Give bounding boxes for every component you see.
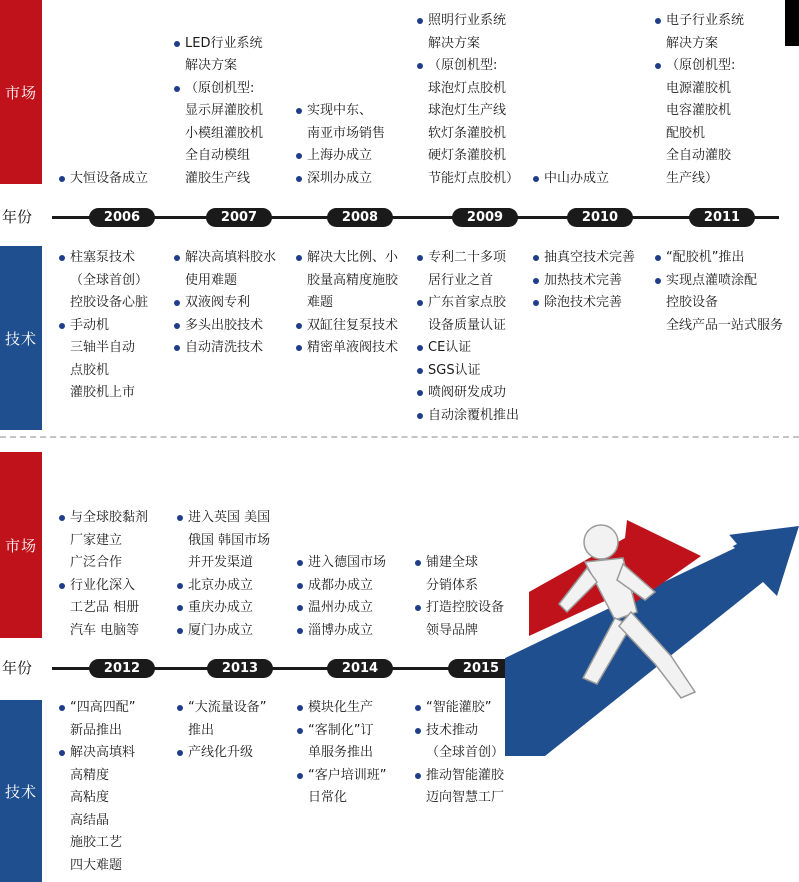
bullet-item: 解决大比例、小 — [295, 247, 398, 270]
item-continuation: 球泡灯生产线 — [428, 103, 507, 118]
item-continuation: 球泡灯点胶机 — [428, 80, 507, 96]
bullet-item: 进入英国 美国 — [176, 507, 270, 530]
bullet-item: 行业化深入 — [58, 575, 148, 598]
year-label-top: 年份 — [2, 208, 33, 226]
item-continuation: 全线产品一站式服务 — [666, 317, 784, 333]
item-continuation: 软灯条灌胶机 — [428, 125, 507, 141]
item-continuation: 解决方案 — [185, 58, 238, 73]
bullet-item: 铺建全球 — [414, 552, 504, 575]
year-pill-2011: 2011 — [689, 208, 755, 227]
item-continuation: 配胶机 — [666, 125, 706, 141]
item-continuation: （全球首创） — [70, 272, 149, 288]
item-continuation: 灌胶机上市 — [70, 385, 136, 400]
item-continuation: 全自动模组 — [185, 148, 251, 163]
tech-column-2009 — [416, 247, 519, 427]
bullet-item: 推动智能灌胶 — [414, 765, 504, 788]
bullet-item: 柱塞泵技术 — [58, 247, 148, 270]
bullet-item: 双液阀专利 — [173, 292, 276, 315]
market-column-2009 — [416, 10, 519, 190]
item-continuation: 高精度 — [70, 767, 110, 783]
market-column-2013 — [176, 507, 270, 642]
bullet-item: “客制化”订 — [296, 720, 386, 743]
tech-column-2007 — [173, 247, 276, 360]
bullet-item: 中山办成立 — [532, 168, 609, 191]
market-column-2008 — [295, 100, 385, 190]
bullet-item: 精密单液阀技术 — [295, 337, 398, 360]
tech-column-2011 — [654, 247, 783, 337]
item-continuation: 高结晶 — [70, 812, 110, 828]
item-continuation: 控胶设备 — [666, 295, 719, 310]
bullet-item: 淄博办成立 — [296, 620, 386, 643]
item-continuation: 显示屏灌胶机 — [185, 103, 264, 118]
item-continuation: 设备质量认证 — [428, 317, 507, 333]
item-continuation: 单服务推出 — [308, 745, 374, 760]
bullet-item: 实现点灌喷涂配 — [654, 270, 783, 293]
bullet-item: 技术推动 — [414, 720, 504, 743]
bullet-item: 加热技术完善 — [532, 270, 635, 293]
item-continuation: 节能灯点胶机） — [428, 170, 520, 186]
bullet-item: 自动清洗技术 — [173, 337, 276, 360]
item-continuation: 电容灌胶机 — [666, 103, 732, 118]
market-column-2010 — [532, 168, 609, 191]
market-column-2012 — [58, 507, 148, 642]
item-continuation: 广泛合作 — [70, 555, 123, 570]
item-continuation: 领导品牌 — [426, 622, 479, 638]
bullet-item: 除泡技术完善 — [532, 292, 635, 315]
item-continuation: 解决方案 — [666, 35, 719, 51]
item-continuation: 硬灯条灌胶机 — [428, 148, 507, 163]
bullet-item: （原创机型: — [173, 78, 263, 101]
item-continuation: 胶量高精度施胶 — [307, 272, 399, 288]
bullet-item: 解决高填料 — [58, 742, 135, 765]
market-column-2015 — [414, 552, 504, 642]
item-continuation: 分销体系 — [426, 577, 479, 593]
bullet-item: 温州办成立 — [296, 597, 386, 620]
market-label-top: 市场 — [0, 0, 42, 184]
item-continuation: 工艺品 相册 — [70, 600, 140, 615]
growth-arrow-illustration — [505, 508, 799, 756]
year-pill-2006: 2006 — [89, 208, 155, 227]
tech-column-2013 — [176, 697, 266, 765]
market-column-2011 — [654, 10, 744, 190]
bullet-item: 解决高填料胶水 — [173, 247, 276, 270]
bullet-item: （原创机型: — [416, 55, 519, 78]
item-continuation: 难题 — [307, 295, 334, 310]
tech-column-2010 — [532, 247, 635, 315]
bullet-item: “配胶机”推出 — [654, 247, 783, 270]
bullet-item: CE认证 — [416, 337, 519, 360]
tech-column-2012 — [58, 697, 135, 877]
bullet-item: 上海办成立 — [295, 145, 385, 168]
bullet-item: 自动涂覆机推出 — [416, 405, 519, 428]
tech-column-2006 — [58, 247, 148, 405]
item-continuation: 并开发渠道 — [188, 555, 254, 570]
market-column-2014 — [296, 552, 386, 642]
bullet-item: LED行业系统 — [173, 33, 263, 56]
item-continuation: 三轴半自动 — [70, 340, 136, 355]
bullet-item: SGS认证 — [416, 360, 519, 383]
bullet-item: 实现中东、 — [295, 100, 385, 123]
item-continuation: 控胶设备心脏 — [70, 295, 149, 310]
item-continuation: 施胶工艺 — [70, 835, 123, 850]
bullet-item: 重庆办成立 — [176, 597, 270, 620]
section-divider — [0, 436, 799, 438]
bullet-item: 大恒设备成立 — [58, 168, 148, 191]
item-continuation: 日常化 — [308, 790, 348, 805]
tech-label-top: 技术 — [0, 246, 42, 430]
item-continuation: 高粘度 — [70, 790, 110, 805]
bullet-item: 产线化升级 — [176, 742, 266, 765]
tech-column-2008 — [295, 247, 398, 360]
year-pill-2008: 2008 — [327, 208, 393, 227]
bullet-item: 电子行业系统 — [654, 10, 744, 33]
bullet-item: 打造控胶设备 — [414, 597, 504, 620]
market-column-2006 — [58, 168, 148, 191]
item-continuation: （全球首创） — [426, 745, 505, 760]
corner-block — [785, 0, 799, 46]
year-pill-2012: 2012 — [89, 659, 155, 678]
item-continuation: 解决方案 — [428, 35, 481, 51]
bullet-item: 北京办成立 — [176, 575, 270, 598]
bullet-item: 抽真空技术完善 — [532, 247, 635, 270]
item-continuation: 全自动灌胶 — [666, 148, 732, 163]
year-pill-2015: 2015 — [448, 659, 514, 678]
tech-label-bottom: 技术 — [0, 700, 42, 882]
bullet-item: “四高四配” — [58, 697, 135, 720]
item-continuation: 汽车 电脑等 — [70, 622, 140, 638]
item-continuation: 推出 — [188, 722, 215, 738]
year-pill-2013: 2013 — [207, 659, 273, 678]
year-pill-2007: 2007 — [206, 208, 272, 227]
item-continuation: 厂家建立 — [70, 532, 123, 548]
bullet-item: 专利二十多项 — [416, 247, 519, 270]
tech-column-2015 — [414, 697, 504, 810]
year-label-bottom: 年份 — [2, 659, 33, 677]
bullet-item: 厦门办成立 — [176, 620, 270, 643]
item-continuation: 俄国 韩国市场 — [188, 532, 271, 548]
bullet-item: 照明行业系统 — [416, 10, 519, 33]
item-continuation: 小模组灌胶机 — [185, 125, 264, 141]
year-pill-2009: 2009 — [452, 208, 518, 227]
bullet-item: 模块化生产 — [296, 697, 386, 720]
year-pill-2014: 2014 — [327, 659, 393, 678]
bullet-item: 广东首家点胶 — [416, 292, 519, 315]
year-pill-2010: 2010 — [567, 208, 633, 227]
item-continuation: 生产线） — [666, 170, 719, 186]
bullet-item: 手动机 — [58, 315, 148, 338]
bullet-item: “智能灌胶” — [414, 697, 504, 720]
bullet-item: 进入德国市场 — [296, 552, 386, 575]
bullet-item: “客户培训班” — [296, 765, 386, 788]
bullet-item: 深圳办成立 — [295, 168, 385, 191]
bullet-item: “大流量设备” — [176, 697, 266, 720]
timeline-line-top — [52, 216, 779, 219]
market-column-2007 — [173, 33, 263, 191]
item-continuation: 居行业之首 — [428, 272, 494, 288]
item-continuation: 电源灌胶机 — [666, 80, 732, 96]
item-continuation: 四大难题 — [70, 857, 123, 873]
item-continuation: 南亚市场销售 — [307, 125, 386, 141]
item-continuation: 使用难题 — [185, 272, 238, 288]
bullet-item: 成都办成立 — [296, 575, 386, 598]
item-continuation: 迈向智慧工厂 — [426, 790, 505, 805]
bullet-item: 与全球胶黏剂 — [58, 507, 148, 530]
bullet-item: 双缸往复泵技术 — [295, 315, 398, 338]
item-continuation: 点胶机 — [70, 362, 110, 378]
bullet-item: 多头出胶技术 — [173, 315, 276, 338]
item-continuation: 新品推出 — [70, 722, 123, 738]
tech-column-2014 — [296, 697, 386, 810]
item-continuation: 灌胶生产线 — [185, 170, 251, 186]
bullet-item: 喷阀研发成功 — [416, 382, 519, 405]
market-label-bottom: 市场 — [0, 452, 42, 638]
bullet-item: （原创机型: — [654, 55, 744, 78]
